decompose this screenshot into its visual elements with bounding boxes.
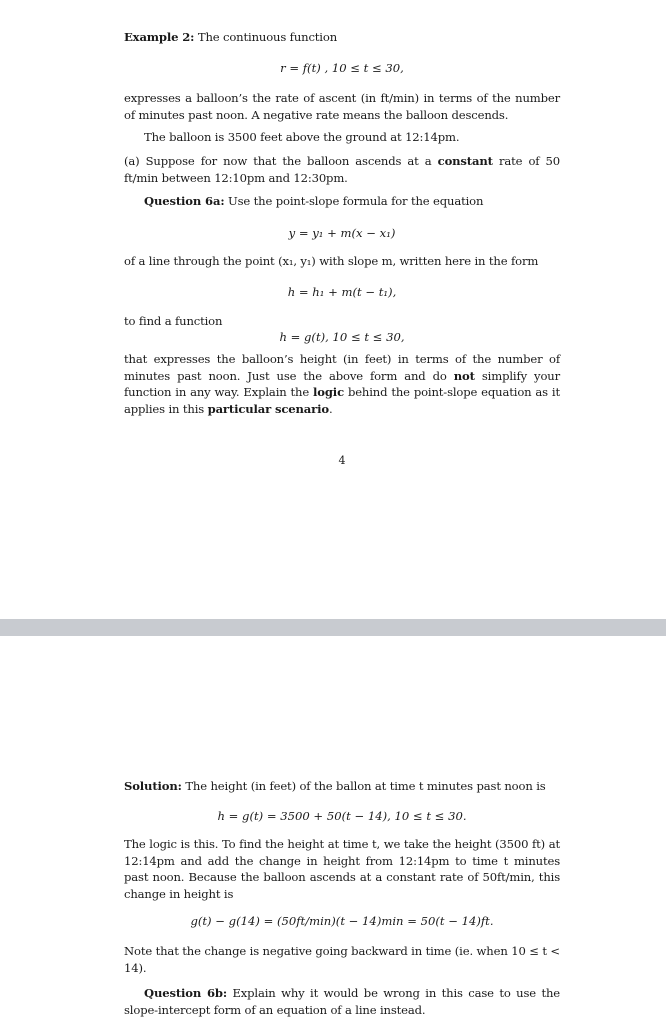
equation-point-slope: y = y₁ + m(x − x₁) bbox=[288, 226, 396, 240]
solution-text: The height (in feet) of the ballon at time t minutes past noon is bbox=[185, 779, 546, 793]
instructions-part-b: simplify your function in any way. Explain the bbox=[124, 368, 560, 399]
solution-line bbox=[124, 778, 560, 795]
paragraph-rate-description: expresses a balloon’s the rate of ascent (in ft/min) in terms of the number of minutes past noon. A negative rate means the balloon descends. bbox=[124, 91, 560, 122]
example-text: The continuous function bbox=[197, 30, 338, 44]
equation-rate: r = f(t) , 10 ≤ t ≤ 30, bbox=[280, 61, 404, 75]
paragraph-balloon-height: The balloon is 3500 feet above the ground at 12:14pm. bbox=[144, 130, 460, 144]
question-6a-label: Question 6a: bbox=[144, 194, 225, 208]
instructions-logic: logic bbox=[313, 385, 344, 399]
question-6b-text: Explain why it would be wrong in this case to use the slope-intercept form of an equation of a line instead. bbox=[124, 986, 560, 1017]
equation-height-function: h = g(t), 10 ≤ t ≤ 30, bbox=[279, 330, 405, 344]
paragraph-instructions bbox=[124, 351, 560, 417]
instructions-not: not bbox=[453, 368, 475, 383]
instructions-part-a: that expresses the balloon’s height (in feet) in terms of the number of minutes past noon. Just use the above form and do bbox=[124, 352, 560, 383]
equation-change-in-height: g(t) − g(14) = (50ft/min)(t − 14)min = 50(t − 14)ft. bbox=[190, 914, 494, 928]
example-heading-line bbox=[124, 29, 560, 46]
equation-solution: h = g(t) = 3500 + 50(t − 14), 10 ≤ t ≤ 30. bbox=[217, 809, 467, 823]
paragraph-note: Note that the change is negative going backward in time (ie. when 10 ≤ t < 14). bbox=[124, 944, 560, 975]
instructions-end: . bbox=[328, 401, 333, 416]
document-page-bottom bbox=[0, 636, 666, 1024]
paragraph-part-a bbox=[124, 153, 560, 186]
solution-label: Solution: bbox=[124, 779, 182, 793]
question-6a-text: Use the point-slope formula for the equation bbox=[228, 194, 484, 208]
page-number: 4 bbox=[338, 454, 346, 467]
part-a-prefix: (a) Suppose for now that the balloon ascends at a bbox=[124, 154, 432, 168]
part-a-suffix: rate of 50 ft/min between 12:10pm and 12:30pm. bbox=[124, 154, 560, 185]
instructions-scenario: particular scenario bbox=[207, 401, 329, 416]
paragraph-find-function: to find a function bbox=[124, 314, 223, 328]
equation-height-form: h = h₁ + m(t − t₁), bbox=[287, 285, 397, 299]
example-heading: Example 2: bbox=[124, 30, 195, 44]
part-a-bold: constant bbox=[437, 154, 493, 168]
instructions-part-c: behind the point-slope equation as it applies in this bbox=[124, 385, 560, 416]
question-6b-line bbox=[124, 985, 560, 1018]
paragraph-logic: The logic is this. To find the height at time t, we take the height (3500 ft) at 12:14pm and add the change in height from 12:14pm to time t minutes past noon. Because the balloon ascends at a constant rate of 50ft/min, this change in height is bbox=[124, 837, 560, 901]
question-6a-line bbox=[144, 193, 560, 210]
page-separator bbox=[0, 619, 666, 636]
paragraph-point-slope-form: of a line through the point (x₁, y₁) with slope m, written here in the form bbox=[124, 254, 539, 268]
question-6b-label: Question 6b: bbox=[144, 986, 227, 1000]
